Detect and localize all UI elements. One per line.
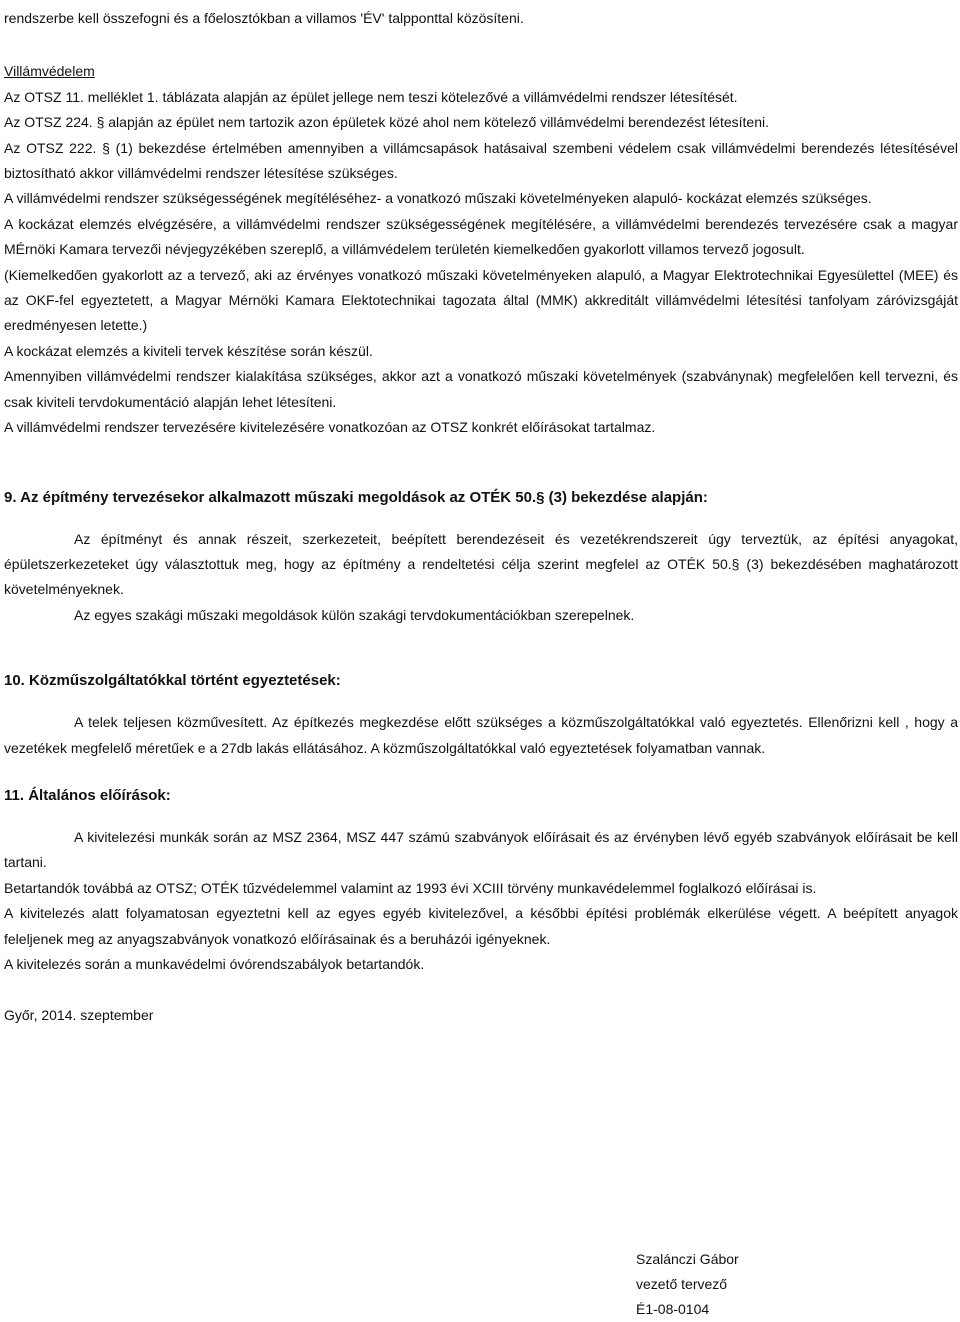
signer-role: vezető tervező	[636, 1276, 728, 1292]
paragraph: A villámvédelmi rendszer szükségességének megítéléséhez- a vonatkozó műszaki követelményeken alapuló- kockázat elemzés szükséges.	[4, 190, 872, 207]
heading-section-10: 10. Közműszolgáltatókkal történt egyeztetések:	[4, 672, 341, 690]
heading-section-11: 11. Általános előírások:	[4, 786, 171, 804]
paragraph-intro: rendszerbe kell összefogni és a főelosztókban a villamos 'ÉV' talpponttal közösíteni.	[4, 10, 524, 26]
paragraph: A kockázat elemzés elvégzésére, a villámvédelmi rendszer szükségességének megítélésére, a villámvédelmi berendezés tervezésére csak a magyar MÉrnöki Kamara tervezői névjegyzékében szereplő, a villámvédelem területén kiemelkedően gyakorlott villamos tervező jogosult.	[4, 215, 958, 258]
paragraph: Amennyiben villámvédelmi rendszer kialakítása szükséges, akkor azt a vonatkozó műszaki követelmények (szabványnak) megfelelően kell tervezni, és csak kiviteli tervdokumentáció alapján lehet létesíteni.	[4, 368, 958, 410]
place-date: Győr, 2014. szeptember	[4, 1007, 154, 1024]
paragraph: (Kiemelkedően gyakorlott az a tervező, aki az érvényes vonatkozó műszaki követelményeken alapuló, a Magyar Elektrotechnikai Egyesülettel (MEE) és az OKF-fel egyeztetett, a Magyar Mérnöki Kamara Elektotechnikai tagozata által (MMK) akkreditált villámvédelmi létesítési tanfolyam záróvizsgáját eredményesen letette.)	[4, 266, 958, 334]
paragraph: A kivitelezés alatt folyamatosan egyeztetni kell az egyes egyéb kivitelezővel, a későbbi építési problémák elkerülése végett. A beépített anyagok feleljenek meg az anyagszabványok vonatkozó előírásainak és a beruházói igényeknek.	[4, 905, 958, 947]
paragraph: Az építményt és annak részeit, szerkezeteit, beépített berendezéseit és vezetékrendszereit úgy terveztük, az építési anyagokat, épületszerkezeteket úgy választottuk meg, hogy az építmény a rendeltetési célja szerint megfelel az OTÉK 50.§ (3) bekezdésében maghatározott követelményeknek.	[4, 530, 958, 598]
signer-name: Szalánczi Gábor	[636, 1251, 739, 1267]
section-title-villamvedelem: Villámvédelem	[4, 63, 95, 80]
paragraph: A villámvédelmi rendszer tervezésére kivitelezésére vonatkozóan az OTSZ konkrét előírásokat tartalmaz.	[4, 419, 656, 436]
signer-id: É1-08-0104	[636, 1301, 710, 1317]
paragraph: Betartandók továbbá az OTSZ; OTÉK tűzvédelemmel valamint az 1993 évi XCIII törvény munkavédelemmel foglalkozó előírásai is.	[4, 879, 817, 896]
paragraph: Az OTSZ 224. § alapján az épület nem tartozik azon épületek közé ahol nem kötelező villámvédelmi berendezést létesíteni.	[4, 114, 769, 131]
paragraph: A telek teljesen közművesített. Az építkezés megkezdése előtt szükséges a közműszolgáltatókkal való egyeztetés. Ellenőrizni kell , hogy a vezetékek megfelelő méretűek e a 27db lakás ellátásához. A közműszolgáltatókkal való egyeztetések folyamatban vannak.	[4, 714, 958, 756]
paragraph: A kivitelezési munkák során az MSZ 2364, MSZ 447 számú szabványok előírásait és az érvényben lévő egyéb szabványok előírásait be kell tartani.	[4, 828, 958, 871]
paragraph: A kivitelezés során a munkavédelmi óvórendszabályok betartandók.	[4, 955, 425, 972]
paragraph: A kockázat elemzés a kiviteli tervek készítése során készül.	[4, 342, 373, 359]
paragraph: Az OTSZ 222. § (1) bekezdése értelmében amennyiben a villámcsapások hatásaival szembeni védelem csak villámvédelmi berendezés létesítésével biztosítható akkor villámvédelmi rendszer létesítése szükséges.	[4, 139, 958, 182]
signature-block	[636, 1247, 739, 1322]
document-body	[4, 6, 958, 1029]
paragraph: Az OTSZ 11. melléklet 1. táblázata alapján az épület jellege nem teszi kötelezővé a villámvédelmi rendszer létesítését.	[4, 88, 738, 105]
paragraph: Az egyes szakági műszaki megoldások külön szakági tervdokumentációkban szerepelnek.	[74, 606, 635, 623]
heading-section-9: 9. Az építmény tervezésekor alkalmazott műszaki megoldások az OTÉK 50.§ (3) bekezdése alapján:	[4, 488, 708, 506]
